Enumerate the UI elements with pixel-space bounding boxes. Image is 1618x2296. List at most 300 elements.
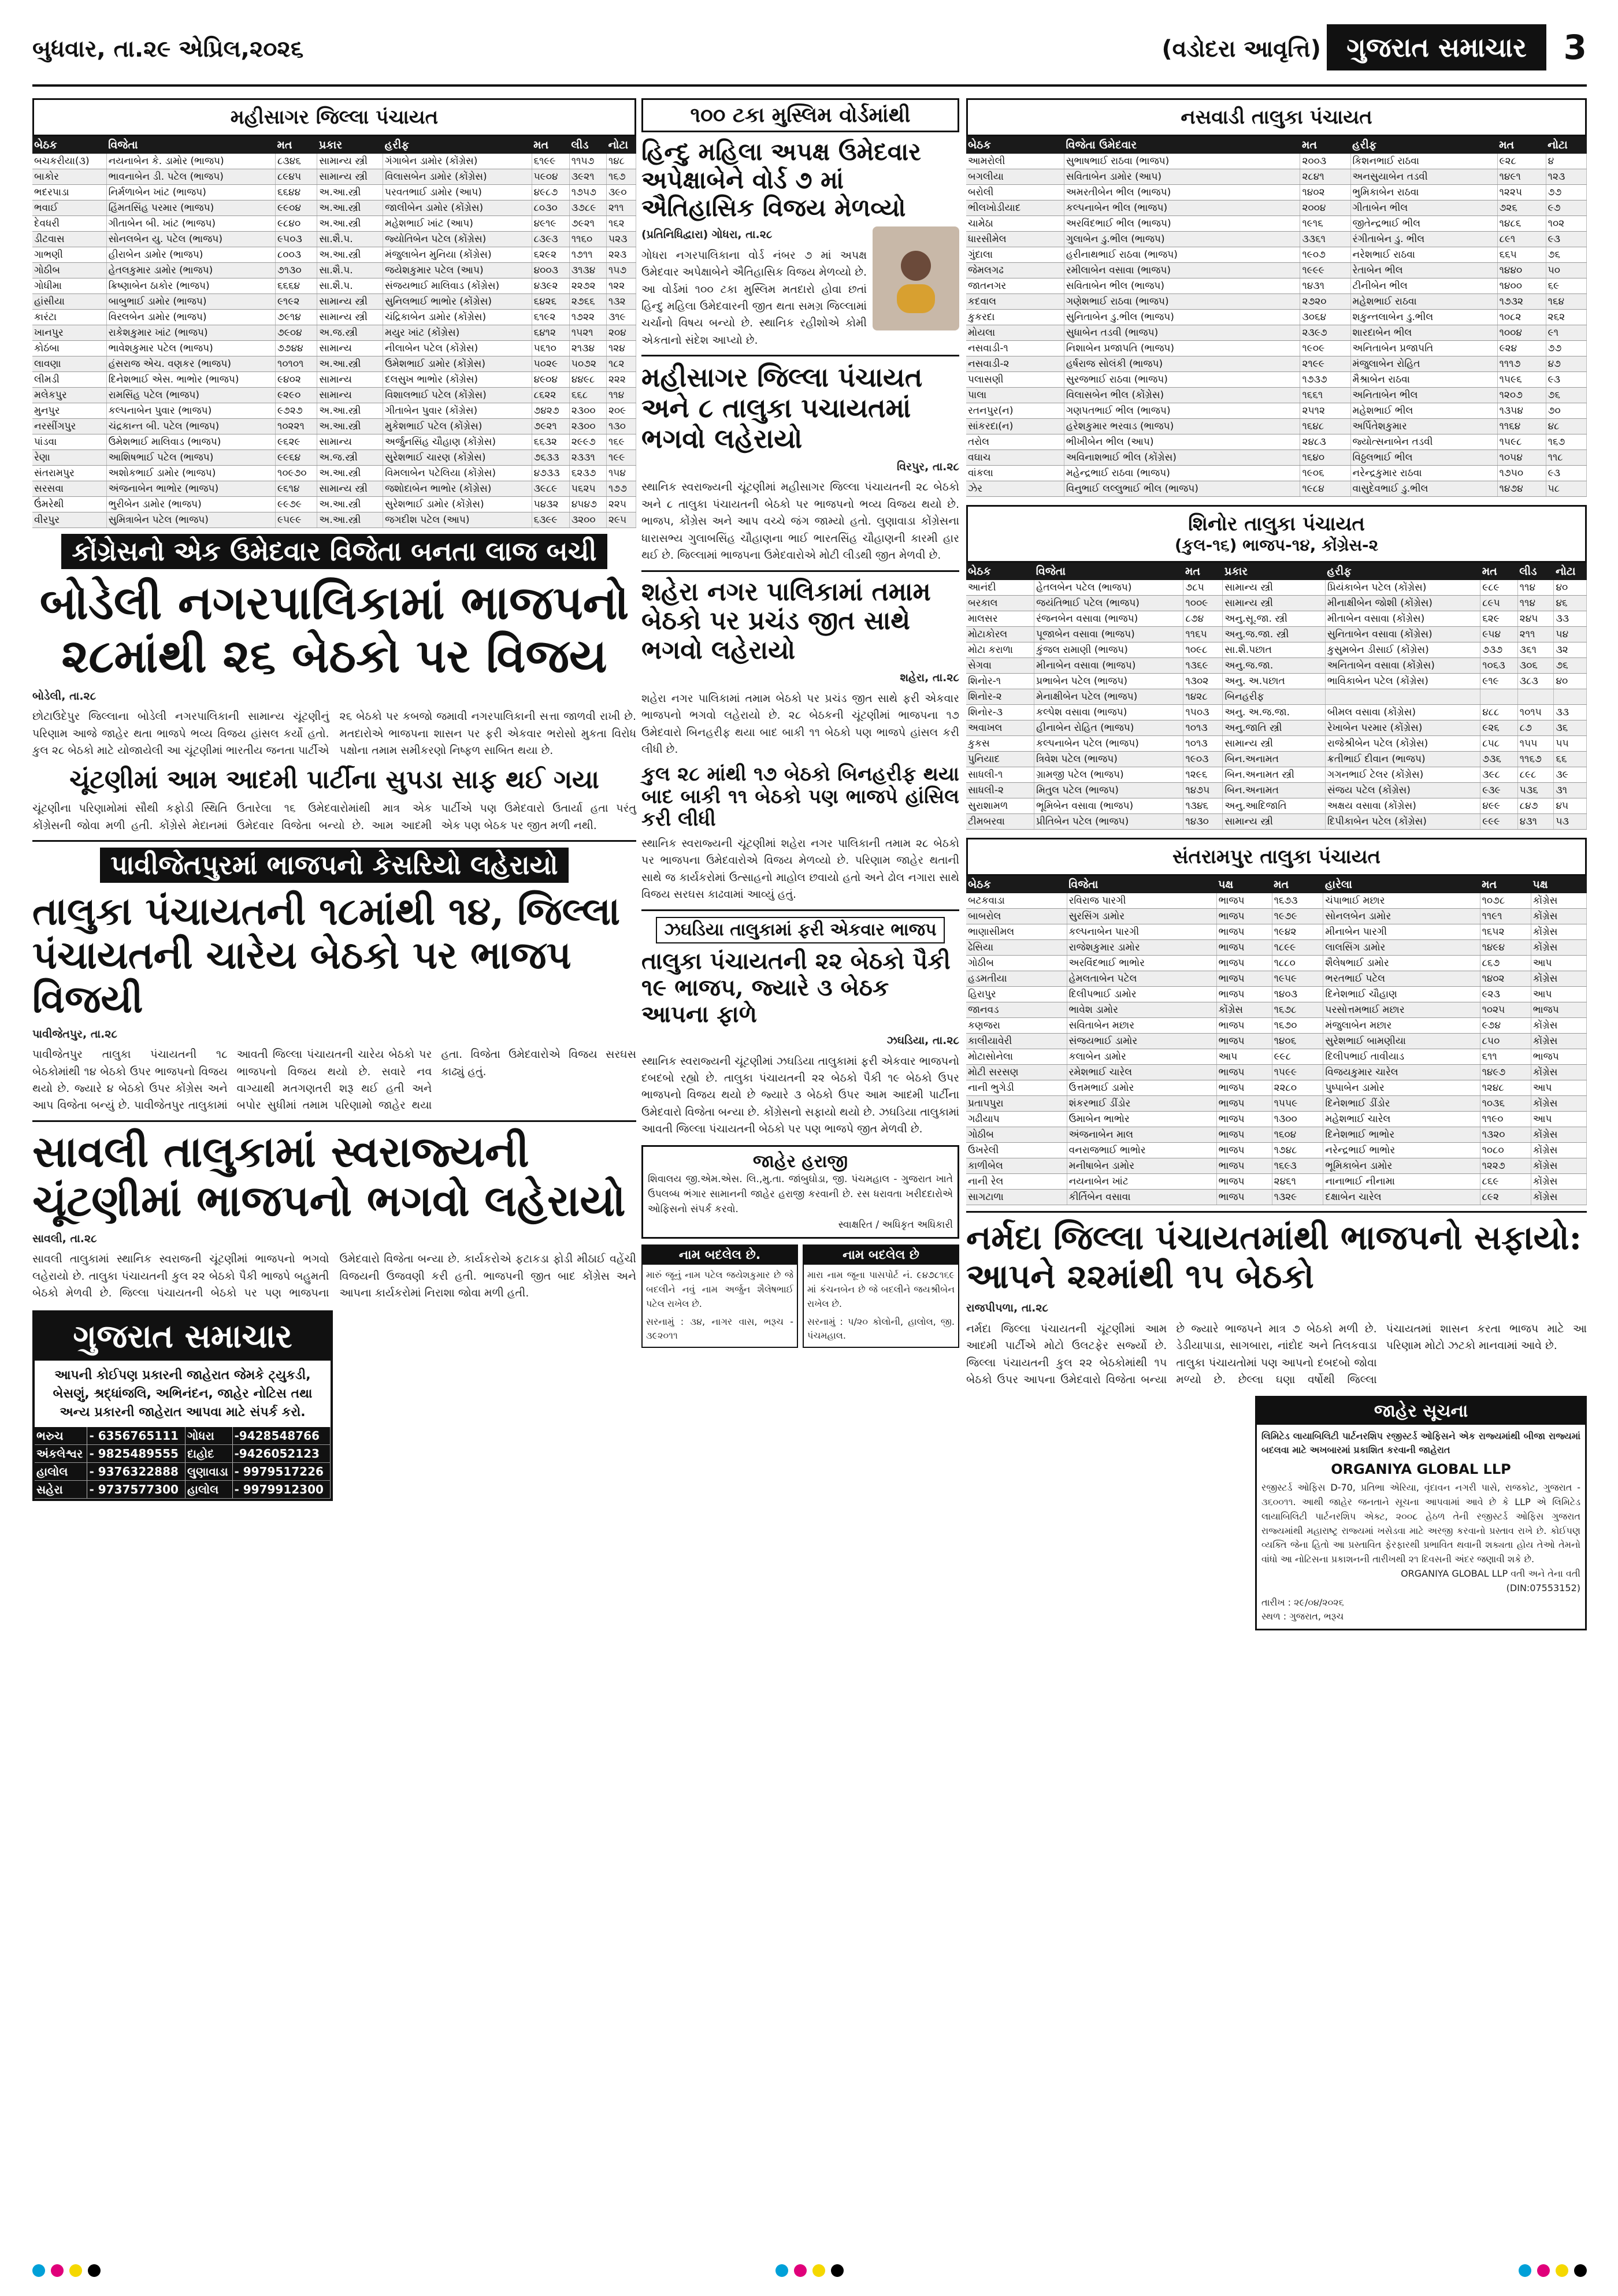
table-cell: ૧૪૦૩ (1272, 987, 1323, 1002)
table-cell (1517, 689, 1554, 705)
table-cell: ૬૧૯૨ (532, 310, 569, 325)
table-cell: સુરાશામળ (966, 798, 1034, 814)
table-cell: હેમલતાબેન પટેલ (1067, 971, 1216, 987)
table-cell: વીરપુર (32, 512, 106, 528)
aap-subheadline: ચૂંટણીમાં આમ આદમી પાર્ટીના સુપડા સાફ થઈ ગયા (69, 764, 599, 794)
muslim-article (641, 226, 959, 349)
table-cell: કોંગ્રેસ (1531, 1143, 1586, 1158)
table-cell: ભાજપ (1216, 956, 1272, 971)
contact-cell: હાલોલ (35, 1463, 87, 1481)
table-cell: ૯૨૮ (1497, 154, 1546, 169)
table-cell: ગંગાબેન ડામોર (કોંગ્રેસ) (383, 154, 532, 169)
table-row (32, 185, 636, 200)
table-cell: બરોલી (966, 185, 1064, 200)
table-cell: રતનપુર(ન) (966, 403, 1064, 419)
table-cell: અ.આ.સ્ત્રી (317, 512, 383, 528)
table-cell: સામાન્ય સ્ત્રી (317, 294, 383, 310)
table-cell: સામાન્ય સ્ત્રી (317, 169, 383, 185)
table-header-row (966, 136, 1587, 154)
table-cell: ૧૦૧૩ (1183, 720, 1223, 736)
table-cell: ટીનીબેન ભીલ (1350, 278, 1497, 294)
table-cell: બિન.અનામત સ્ત્રી (1223, 767, 1325, 783)
namechange-1-title: નામ બદલેલ છે. (643, 1246, 797, 1265)
table-cell: ૩૧૩૪ (569, 263, 606, 278)
table-cell: ૩૦૬૪ (1300, 310, 1350, 325)
table-cell: કણજરા (966, 1018, 1067, 1034)
table-row (966, 674, 1587, 689)
table-cell: શારદાબેન ભીલ (1350, 325, 1497, 341)
table-cell: ગોઠીબ (966, 1127, 1067, 1143)
table-cell: દલસુખ ભાભોર (કોંગ્રેસ) (383, 372, 532, 388)
table-cell: રાજેશકુમાર ડામોર (1067, 940, 1216, 956)
table-cell: ૧૨૯૬ (1183, 767, 1223, 783)
table-cell: ૪૫૪૭ (569, 497, 606, 512)
table-cell: ૯૫૪ (1480, 627, 1518, 642)
table-cell: ૪૪૯૮ (569, 372, 606, 388)
table-cell: ભાવેશકુમાર પટેલ (ભાજપ) (106, 341, 275, 356)
table-cell: ૨૨૩ (606, 247, 636, 263)
table-cell: અર્જુનસિંહ ચૌહાણ (કોંગ્રેસ) (383, 434, 532, 450)
table-cell: ૧૬૬૧ (1300, 388, 1350, 403)
table-cell: ત્રિવેશ પટેલ (ભાજપ) (1034, 752, 1183, 767)
table-cell: કારંટા (32, 310, 106, 325)
table-cell: શૈલેષભાઈ ડામોર (1323, 956, 1480, 971)
table-cell: આનંદી (966, 580, 1034, 596)
table-cell: ભીખીબેન ભીલ (આપ) (1064, 434, 1300, 450)
mahisagar-story-headline: મહીસાગર જિલ્લા પંચાયત અને ૮ તાલુકા પચાયતમાં ભગવો લહેરાયો (641, 362, 923, 455)
table-cell: ૮૬૯ (1480, 1174, 1531, 1190)
registration-dot (775, 2264, 788, 2277)
table-cell: ગીતાબેન બી. ખાંટ (ભાજપ) (106, 216, 275, 232)
zaghadia-kicker: ઝઘડિયા તાલુકામાં ફરી એકવાર ભાજપ (656, 917, 944, 944)
table-cell: ૮૯૮ (1517, 767, 1554, 783)
table-cell: ભાજપ (1216, 971, 1272, 987)
registration-dot (812, 2264, 825, 2277)
table-cell: ભાજપ (1216, 1158, 1272, 1174)
table-row (966, 909, 1587, 924)
public-notice-company: ORGANIYA GLOBAL LLP (1331, 1461, 1511, 1478)
sahera-body: શહેરા નગર પાલિકામાં તમામ બેઠકો પર પ્રચંડ જીત સાથે ફરી એકવાર ભાજપનો ભગવો લહેરાયો છે. ૨૮ બેઠકની ચૂંટણીમાં ભાજપના ૧૭ ઉમેદવારો બિનહરીફ થયા બાદ બાકી ૧૧ બેઠકો પણ ભાજપે હાંસલ કરી લીધી છે. (641, 692, 959, 756)
brand-ad-logo: ગુજરાત સમાચાર (35, 1313, 331, 1361)
table-cell: ૧૯૫૯ (1272, 971, 1323, 987)
table-cell: ૧૯૦૭ (1300, 247, 1350, 263)
table-cell: ૧૩૬૯ (1183, 658, 1223, 674)
table-cell: ૬૬ (1554, 752, 1587, 767)
table-cell: ૧૮૯૯ (1272, 940, 1323, 956)
aap-body: ચૂંટણીના પરિણામોમાં સૌથી કફોડી સ્થિતિ કોંગ્રેસની જોવા મળી હતી. કોંગ્રેસે મેદાનમાં ઉતારેલા ૧૬ ઉમેદવારોમાંથી માત્ર એક ઉમેદવાર વિજેતા બન્યો છે. આમ આદમી પાર્ટીએ પણ ઉમેદવારો ઉતાર્યા હતા પરંતુ એક પણ બેઠક પર જીત મળી નથી. (32, 802, 636, 832)
table-cell: ડીટવાસ (32, 232, 106, 247)
table-cell: સામાન્ય સ્ત્રી (317, 481, 383, 497)
table-cell: ભાજપ (1216, 1174, 1272, 1190)
table-cell: ૧૩૫૪ (1497, 403, 1546, 419)
santrampur-table-title: સંતરામપુર તાલુકા પંચાયત (966, 838, 1587, 876)
table-row (966, 1002, 1587, 1018)
table-cell: ૭૬૩૩ (532, 450, 569, 466)
savli-article (32, 1231, 636, 1302)
table-cell: અનુ.જ.જા. (1223, 658, 1325, 674)
table-cell: હરેશકુમાર ભરવાડ (ભાજપ) (1064, 419, 1300, 434)
table-cell: અ.જ.સ્ત્રી (317, 450, 383, 466)
table-cell: ૪૭ (1546, 356, 1586, 372)
table-cell: શકુન્તલાબેન ડુ.ભીલ (1350, 310, 1497, 325)
table-cell: સા.શૈ.પ. (317, 278, 383, 294)
table-cell: ૧૦૨ (1546, 216, 1586, 232)
table-cell: ૯૯૯ (1480, 814, 1518, 830)
table-cell: ૫૯૦૪ (532, 169, 569, 185)
table-cell: કાલીયાવેરી (966, 1034, 1067, 1049)
table-cell: કોંગ્રેસ (1531, 1034, 1586, 1049)
table-cell: ૨૩૦૦ (569, 403, 606, 419)
table-row (32, 372, 636, 388)
table-cell: ૩૧૯ (606, 310, 636, 325)
column-header: પ્રકાર (317, 136, 383, 154)
table-cell: ગીતાબેન પુવાર (કોંગ્રેસ) (383, 403, 532, 419)
table-cell: ૭૯૦૪ (275, 325, 317, 341)
table-cell: ૮૬૨૨ (532, 388, 569, 403)
column-header: હરીફ (383, 136, 532, 154)
table-cell: ગોઠીબ (32, 263, 106, 278)
column-header: મત (1480, 876, 1531, 893)
registration-dot (831, 2264, 844, 2277)
table-cell: ૬૬૮ (569, 388, 606, 403)
table-cell: ૨૪૬૧ (1272, 1174, 1323, 1190)
table-cell: દિનેશભાઈ એસ. ભાભોર (ભાજપ) (106, 372, 275, 388)
table-row (32, 216, 636, 232)
public-notice-intro: લિમિટેડ લાયાબિલિટી પાર્ટનરશિપ રજીસ્ટર્ડ ઓફિસને એક રાજ્યમાંથી બીજા રાજ્યમાં બદલવા માટે અખબારમાં પ્રકાશિત કરવાની જાહેરાત (1261, 1430, 1580, 1456)
table-cell: ૧૭૪૮ (1272, 1143, 1323, 1158)
table-cell: વિઠ્ઠલભાઈ ભીલ (1350, 450, 1497, 466)
table-row (966, 1112, 1587, 1127)
table-cell: ૯૨૬ (1480, 720, 1518, 736)
table-cell: ૧૩૦૦ (1272, 1112, 1323, 1127)
table-cell: સવિતાબેન ડામોર (આપ) (1064, 169, 1300, 185)
table-cell: સામાન્ય સ્ત્રી (1223, 814, 1325, 830)
table-cell: ૯૩ (1546, 466, 1586, 481)
table-cell: ૯૭૪ (1480, 1018, 1531, 1034)
table-cell: ભાજપ (1216, 893, 1272, 909)
table-cell: ૧૨૩ (1546, 169, 1586, 185)
table-cell: અંજનાબેન ભાભોર (ભાજપ) (106, 481, 275, 497)
table-cell: અ.આ.સ્ત્રી (317, 247, 383, 263)
table-cell: ચંદ્રકાન્ત બી. પટેલ (ભાજપ) (106, 419, 275, 434)
table-cell: ભુમિકાબેન રાઠવા (1350, 185, 1497, 200)
table-row (966, 580, 1587, 596)
table-cell: કલ્પેશ વસાવા (ભાજપ) (1034, 705, 1183, 720)
table-cell: સુભાષભાઈ રાઠવા (ભાજપ) (1064, 154, 1300, 169)
table-cell: ચંપાભાઈ મછાર (1323, 893, 1480, 909)
table-cell: ૪૯૯ (1480, 798, 1518, 814)
table-cell: ૮૫૮ (1480, 736, 1518, 752)
table-cell: ઢેસિયા (966, 940, 1067, 956)
table-cell: ભાજપ (1216, 1034, 1272, 1049)
table-cell: ૧૯૯૯ (1300, 263, 1350, 278)
table-cell: અનિતાબેન વસાવા (કોંગ્રેસ) (1325, 658, 1480, 674)
table-cell: વિરલબેન ડામોર (ભાજપ) (106, 310, 275, 325)
table-cell: ૫૩ (1554, 814, 1587, 830)
namechange-1-body: મારું જૂનું નામ પટેલ જયેશકુમાર છે જે બદલીને નવું નામ અર્જુન શૈલેષભાઈ પટેલ રાખેલ છે. (646, 1269, 793, 1309)
table-cell: ૧૬૭૦ (1272, 1018, 1323, 1034)
table-row (966, 419, 1587, 434)
table-cell: ૬૪૧૨ (532, 325, 569, 341)
table-cell: સુરેશભાઈ ચારણ (કોંગ્રેસ) (383, 450, 532, 466)
table-cell: ૧૪૮ (606, 154, 636, 169)
table-row (32, 512, 636, 528)
table-cell: ૧૪૩૦ (1183, 814, 1223, 830)
table-cell: ૪૬ (1554, 596, 1587, 611)
table-cell: ૯૫૯૯ (275, 512, 317, 528)
table-cell: કલ્પનાબેન પારગી (1067, 924, 1216, 940)
table-cell: ૯૫૦૩ (275, 232, 317, 247)
table-cell: ૧૨૪૮ (1480, 1080, 1531, 1096)
table-cell: ૫૩૬ (1517, 783, 1554, 798)
table-cell: પરવતભાઈ ડામોર (આપ) (383, 185, 532, 200)
table-cell: ભાવિકાબેન પટેલ (કોંગ્રેસ) (1325, 674, 1480, 689)
contact-cell: - 9979517226 (232, 1463, 331, 1481)
table-cell: પૂજાબેન વસાવા (ભાજપ) (1034, 627, 1183, 642)
table-cell: અનુ.સૂ.જા. સ્ત્રી (1223, 611, 1325, 627)
table-cell: ૯૧૯૨ (275, 294, 317, 310)
table-cell: પરસોત્તમભાઈ મછાર (1323, 1002, 1480, 1018)
table-cell: અમરતીબેન ભીલ (ભાજપ) (1064, 185, 1300, 200)
column-header: મત (275, 136, 317, 154)
table-cell: કોઠંબા (32, 341, 106, 356)
table-row (966, 247, 1587, 263)
table-cell: ૧૧૯૦ (1480, 1112, 1531, 1127)
table-cell: ભૂમિકાબેન ડામોર (1323, 1158, 1480, 1174)
table-cell: જાલીબેન ડામોર (કોંગ્રેસ) (383, 200, 532, 216)
contact-cell: - 9376322888 (87, 1463, 185, 1481)
column-header: બેઠક (966, 136, 1064, 154)
table-cell: અ.આ.સ્ત્રી (317, 356, 383, 372)
bodeli-headline: બોડેલી નગરપાલિકામાં ભાજપનો ૨૮માંથી ૨૬ બેઠકો પર વિજય (39, 575, 629, 683)
table-cell: ભાજપ (1216, 987, 1272, 1002)
table-row (966, 627, 1587, 642)
table-cell: ૧૬૦૪ (1272, 1127, 1323, 1143)
table-cell: આપ (1531, 956, 1586, 971)
pavijetpur-article (32, 1026, 636, 1114)
column-header: પક્ષ (1216, 876, 1272, 893)
table-cell: નાની રેલ (966, 1174, 1067, 1190)
table-cell: ૨૧૩૪ (569, 341, 606, 356)
table-cell: ૬૪૨૬ (532, 294, 569, 310)
table-row (966, 278, 1587, 294)
table-cell: ૩૦૬ (1517, 658, 1554, 674)
table-cell: ભરતભાઈ પટેલ (1323, 971, 1480, 987)
table-row (966, 434, 1587, 450)
table-cell: ૧૦૯૮ (1183, 642, 1223, 658)
table-cell: મોટાસોનેલા (966, 1049, 1067, 1065)
table-cell: કીર્તિબેન વસાવા (1067, 1190, 1216, 1205)
table-row (966, 450, 1587, 466)
table-cell: સાંકરદા(ન) (966, 419, 1064, 434)
table-cell: મેનાક્ષીબેન પટેલ (ભાજપ) (1034, 689, 1183, 705)
table-cell: નિર્મળાબેન ખાંટ (ભાજપ) (106, 185, 275, 200)
table-cell: ૨૬૨ (1546, 310, 1586, 325)
table-cell: ૧૪૦૦ (1497, 278, 1546, 294)
sahera-dateline: શહેરા, તા.૨૮ (900, 671, 959, 685)
table-cell: રામસિંહ પટેલ (ભાજપ) (106, 388, 275, 403)
table-cell: ૧૯૦૬ (1300, 466, 1350, 481)
table-cell: ૬૧૧ (1480, 1049, 1531, 1065)
table-cell: ૨૨૭૨ (569, 278, 606, 294)
table-row (966, 752, 1587, 767)
table-row (966, 1018, 1587, 1034)
table-cell: ગોધીમા (32, 278, 106, 294)
table-row (966, 798, 1587, 814)
table-cell: મોટી સરસણ (966, 1065, 1067, 1080)
table-row (966, 154, 1587, 169)
table-row (966, 1190, 1587, 1205)
table-cell: ૮૯૨ (1480, 1190, 1531, 1205)
table-cell: ૧૪૩૧ (1300, 278, 1350, 294)
table-row (32, 169, 636, 185)
table-cell: સા.શૈ.પછાત (1223, 642, 1325, 658)
table-cell: કાળીબેલ (966, 1158, 1067, 1174)
table-cell: ૧૦૨૫ (1480, 1002, 1531, 1018)
zaghadia-article (641, 1032, 959, 1138)
table-cell: કોંગ્રેસ (1531, 1190, 1586, 1205)
table-cell: અનુ. અ.જ.જા. (1223, 705, 1325, 720)
table-row (966, 294, 1587, 310)
table-row (966, 1080, 1587, 1096)
table-cell: સામાન્ય સ્ત્રી (317, 310, 383, 325)
table-cell: ભાજપ (1216, 1112, 1272, 1127)
table-cell: ૪૫ (1554, 798, 1587, 814)
table-cell: કદવાલ (966, 294, 1064, 310)
table-cell: બાબરોલ (966, 909, 1067, 924)
table-cell: અશોકભાઈ ડામોર (ભાજપ) (106, 466, 275, 481)
table-cell: વઘાચ (966, 450, 1064, 466)
right-column (966, 98, 1587, 1630)
table-cell: ૧૬૯૩ (1272, 1158, 1323, 1174)
table-cell: સુરેશભાઈ ડામોર (કોંગ્રેસ) (383, 497, 532, 512)
narmada-dateline: રાજપીપળા, તા.૨૮ (966, 1302, 1048, 1315)
bodeli-body: છોટાઉદેપુર જિલ્લાના બોડેલી નગરપાલિકાની સામાન્ય ચૂંટણીનું પરિણામ આજે જાહેર થતા ભાજપે ભવ્ય વિજય હાંસલ કર્યો હતો. કુલ ૨૮ બેઠકો માટે યોજાયેલી આ ચૂંટણીમાં ભારતીય જનતા પાર્ટીએ ૨૬ બેઠકો પર કબજો જમાવી નગરપાલિકાની સત્તા જાળવી રાખી છે. મતદારોએ ભાજપના શાસન પર ફરી એકવાર ભરોસો મુકતા વિરોધ પક્ષોના તમામ સમીકરણો નિષ્ફળ સાબિત થયા છે. (32, 710, 636, 757)
table-cell: ૧૪૭૫ (1183, 783, 1223, 798)
table-cell: આપ (1531, 1080, 1586, 1096)
table-cell: મુનપુર (32, 403, 106, 419)
table-cell: બીમલ વસાવા (કોંગ્રેસ) (1325, 705, 1480, 720)
table-cell: અરવિંદભાઈ ભીલ (ભાજપ) (1064, 216, 1300, 232)
table-cell: ૧૯૮૪ (1300, 481, 1350, 497)
table-cell: કિશનભાઈ રાઠવા (1350, 154, 1497, 169)
public-notice-date: તારીખ : ૨૯/૦૪/૨૦૨૬ (1261, 1596, 1344, 1608)
table-cell: ૧૦૮૨ (1497, 310, 1546, 325)
namechange-2-body: મારા નામ જૂના પાસપોર્ટ નં. ૯૪૭૮૧૬૯ માં કંચનબેન છે જે બદલીને જયશ્રીબેન રાખેલ છે. (807, 1269, 955, 1309)
table-cell: ૭૩૭ (1480, 642, 1518, 658)
table-cell: બાબુભાઈ ડામોર (ભાજપ) (106, 294, 275, 310)
color-dots-right (1519, 2264, 1587, 2277)
table-cell: ૧૫૫ (1517, 736, 1554, 752)
table-row (966, 325, 1587, 341)
mahisagar-story-dateline: વિરપુર, તા.૨૮ (896, 460, 959, 474)
table-cell (1554, 689, 1587, 705)
table-cell: ભાજપ (1531, 1002, 1586, 1018)
table-row (966, 956, 1587, 971)
table-row (32, 310, 636, 325)
table-cell: દેવધરી (32, 216, 106, 232)
table-cell: ૧૦૮૦ (1480, 1143, 1531, 1158)
column-header: મત (1183, 563, 1223, 580)
table-row (32, 154, 636, 169)
table-cell: ૫૪ (1554, 627, 1587, 642)
contact-cell: સહેરા (35, 1481, 87, 1499)
table-cell: આમરોલી (966, 154, 1064, 169)
table-cell: જેમલગઢ (966, 263, 1064, 278)
table-cell: ૧૭૧૧ (569, 247, 606, 263)
table-cell: ૫૦૨૯ (532, 356, 569, 372)
table-cell: ૨૦૦૪ (1300, 200, 1350, 216)
table-cell: ટીમબરવા (966, 814, 1034, 830)
table-row (32, 434, 636, 450)
table-cell: સરસવા (32, 481, 106, 497)
table-cell: પ્રિયંકાબેન પટેલ (કોંગ્રેસ) (1325, 580, 1480, 596)
table-cell: ૭૯૨૧ (532, 419, 569, 434)
table-row (32, 278, 636, 294)
table-cell: વિશાલભાઈ પટેલ (કોંગ્રેસ) (383, 388, 532, 403)
table-cell: ૮૦૦૩ (275, 247, 317, 263)
table-cell: ૧૦૨૨૧ (275, 419, 317, 434)
table-cell: મહેશભાઈ ભીલ (1350, 403, 1497, 419)
table-cell: મંજુલાબેન રોહિત (1350, 356, 1497, 372)
table-cell: કલ્પનાબેન પટેલ (ભાજપ) (1034, 736, 1183, 752)
table-cell: મીતાબેન વસાવા (કોંગ્રેસ) (1325, 611, 1480, 627)
table-cell: ૧૨૪ (606, 341, 636, 356)
table-cell: દિનેશભાઈ ચૌહાણ (1323, 987, 1480, 1002)
table-cell: અ.આ.સ્ત્રી (317, 185, 383, 200)
table-cell: ૯૧ (1546, 325, 1586, 341)
table-cell: ૧૪૦૨ (1300, 185, 1350, 200)
table-cell: ૩૯૮ (1480, 767, 1518, 783)
table-cell: ૮૪૭ (1517, 798, 1554, 814)
contact-cell: - 9979912300 (232, 1481, 331, 1499)
color-dots-left (32, 2264, 101, 2277)
contact-cell: લુણાવાડા (185, 1463, 232, 1481)
table-row (32, 419, 636, 434)
color-dots-middle (775, 2264, 844, 2277)
table-cell: ૩૯૦ (606, 185, 636, 200)
table-cell: નાની ભુગેડી (966, 1080, 1067, 1096)
contact-cell: -9428548766 (232, 1427, 331, 1445)
table-row (966, 783, 1587, 798)
table-cell: નરેન્દ્રભાઈ ભાભોર (1323, 1143, 1480, 1158)
table-cell: ૪૯૦૪ (532, 372, 569, 388)
table-cell: નરેન્દ્રકુમાર રાઠવા (1350, 466, 1497, 481)
table-cell: ૧૫૯૬ (1497, 372, 1546, 388)
table-cell: ૫૨૩ (606, 232, 636, 247)
table-cell: સામાન્ય (317, 372, 383, 388)
table-cell: ૩૨૦૦ (569, 512, 606, 528)
table-cell: સામાન્ય સ્ત્રી (317, 154, 383, 169)
table-cell: આપ (1216, 1049, 1272, 1065)
registration-dot (88, 2264, 101, 2277)
table-cell: સામાન્ય સ્ત્રી (1223, 580, 1325, 596)
brand-ad-text: આપની કોઈપણ પ્રકારની જાહેરાત જેમકે ટ્યુકડી, બેસણું, શ્રદ્ધાંજલિ, અભિનંદન, જાહેર નોટિસ તથા અન્ય પ્રકારની જાહેરાત આપવા માટે સંપર્ક કરો. (53, 1368, 313, 1420)
table-cell: ૨૦૪ (606, 325, 636, 341)
registration-dot (1574, 2264, 1587, 2277)
table-row (966, 971, 1587, 987)
table-row (966, 720, 1587, 736)
table-cell: તરોલ (966, 434, 1064, 450)
masthead (32, 0, 1587, 87)
table-cell: ૪૦ (1554, 580, 1587, 596)
table-cell: નસવાડી-૨ (966, 356, 1064, 372)
table-cell: ૮૬૭ (1480, 956, 1531, 971)
table-cell: નરેશભાઈ રાઠવા (1350, 247, 1497, 263)
table-cell: ૧૫૫૯ (1272, 1096, 1323, 1112)
table-cell: ૪ (1546, 154, 1586, 169)
table-cell: નયનાબેન કે. ડામોર (ભાજપ) (106, 154, 275, 169)
